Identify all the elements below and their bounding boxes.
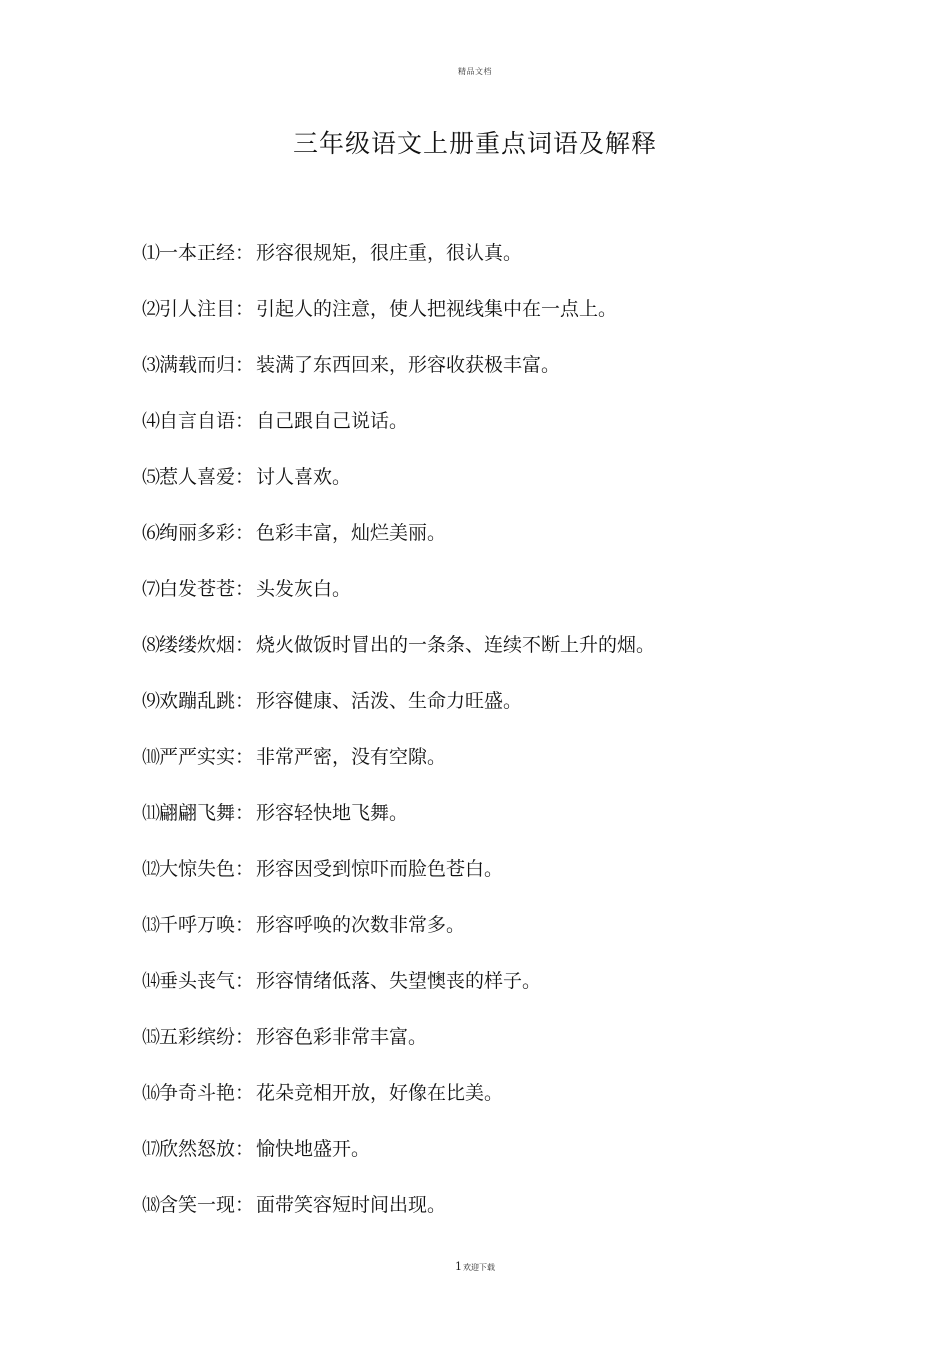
entry-separator: ： xyxy=(235,242,255,264)
entry-number: ⑿ xyxy=(142,859,159,880)
entry-number: ⑾ xyxy=(142,803,159,824)
entry-separator: ： xyxy=(235,410,255,432)
entry-separator: ： xyxy=(235,1194,255,1216)
entry-number: ⒄ xyxy=(142,1139,159,1160)
entry-definition: 愉快地盛开。 xyxy=(256,1138,371,1160)
entry-definition: 头发灰白。 xyxy=(256,578,352,600)
entry-number: ⑴ xyxy=(142,243,159,264)
entry-term: 五彩缤纷 xyxy=(159,1026,236,1048)
entry-number: ⑼ xyxy=(142,691,159,712)
entry-term: 大惊失色 xyxy=(159,858,236,880)
entry-separator: ： xyxy=(235,1082,255,1104)
vocabulary-entry xyxy=(142,406,862,462)
entry-number: ⑷ xyxy=(142,411,159,432)
entry-number: ⑶ xyxy=(142,355,159,376)
entry-separator: ： xyxy=(235,634,255,656)
page-number: 1 xyxy=(455,1260,462,1273)
entry-term: 一本正经 xyxy=(159,242,236,264)
entry-definition: 讨人喜欢。 xyxy=(256,466,352,488)
vocabulary-entry xyxy=(142,1190,862,1246)
entry-term: 自言自语 xyxy=(159,410,236,432)
page-footer xyxy=(0,1260,950,1273)
vocabulary-entry xyxy=(142,1134,862,1190)
vocabulary-entry xyxy=(142,238,862,294)
entry-definition: 装满了东西回来，形容收获极丰富。 xyxy=(256,354,561,376)
entry-separator: ： xyxy=(235,466,255,488)
entry-term: 争奇斗艳 xyxy=(159,1082,236,1104)
entry-term: 绚丽多彩 xyxy=(159,522,236,544)
entry-definition: 自己跟自己说话。 xyxy=(256,410,409,432)
vocabulary-entry xyxy=(142,462,862,518)
entry-term: 欢蹦乱跳 xyxy=(159,690,236,712)
entry-definition: 形容情绪低落、失望懊丧的样子。 xyxy=(256,970,542,992)
entry-number: ⑵ xyxy=(142,299,159,320)
vocabulary-entry xyxy=(142,1022,862,1078)
entry-number: ⒅ xyxy=(142,1195,159,1216)
entry-separator: ： xyxy=(235,858,255,880)
vocabulary-entry xyxy=(142,350,862,406)
entry-separator: ： xyxy=(235,1026,255,1048)
entry-separator: ： xyxy=(235,802,255,824)
entry-term: 千呼万唤 xyxy=(159,914,236,936)
vocabulary-entry xyxy=(142,1078,862,1134)
entry-term: 引人注目 xyxy=(159,298,236,320)
entry-definition: 色彩丰富，灿烂美丽。 xyxy=(256,522,447,544)
vocabulary-entry xyxy=(142,686,862,742)
entry-separator: ： xyxy=(235,1138,255,1160)
entry-definition: 烧火做饭时冒出的一条条、连续不断上升的烟。 xyxy=(256,634,656,656)
entry-number: ⑻ xyxy=(142,635,159,656)
entry-definition: 面带笑容短时间出现。 xyxy=(256,1194,447,1216)
entry-term: 白发苍苍 xyxy=(159,578,236,600)
entry-term: 翩翩飞舞 xyxy=(159,802,236,824)
vocabulary-entry xyxy=(142,294,862,350)
entry-term: 缕缕炊烟 xyxy=(159,634,236,656)
entry-term: 满载而归 xyxy=(159,354,236,376)
vocabulary-entry xyxy=(142,630,862,686)
entry-number: ⑹ xyxy=(142,523,159,544)
vocabulary-entry xyxy=(142,518,862,574)
entry-number: ⒃ xyxy=(142,1083,159,1104)
entry-definition: 形容很规矩，很庄重，很认真。 xyxy=(256,242,523,264)
entry-definition: 引起人的注意，使人把视线集中在一点上。 xyxy=(256,298,618,320)
entry-number: ⒁ xyxy=(142,971,159,992)
entry-separator: ： xyxy=(235,970,255,992)
entry-definition: 形容轻快地飞舞。 xyxy=(256,802,409,824)
entry-number: ⑽ xyxy=(142,747,159,768)
entry-definition: 非常严密，没有空隙。 xyxy=(256,746,447,768)
vocabulary-entry xyxy=(142,966,862,1022)
vocabulary-entry xyxy=(142,798,862,854)
entry-definition: 形容因受到惊吓而脸色苍白。 xyxy=(256,858,504,880)
entry-separator: ： xyxy=(235,690,255,712)
entry-definition: 形容色彩非常丰富。 xyxy=(256,1026,428,1048)
vocabulary-entry xyxy=(142,742,862,798)
entry-definition: 形容健康、活泼、生命力旺盛。 xyxy=(256,690,523,712)
entry-definition: 花朵竞相开放，好像在比美。 xyxy=(256,1082,504,1104)
entry-term: 垂头丧气 xyxy=(159,970,236,992)
vocabulary-entry xyxy=(142,574,862,630)
entry-separator: ： xyxy=(235,578,255,600)
footer-note: 欢迎下载 xyxy=(463,1263,495,1272)
entry-separator: ： xyxy=(235,354,255,376)
entry-term: 含笑一现 xyxy=(159,1194,236,1216)
entry-term: 欣然怒放 xyxy=(159,1138,236,1160)
entry-separator: ： xyxy=(235,522,255,544)
vocabulary-entry xyxy=(142,854,862,910)
entry-separator: ： xyxy=(235,746,255,768)
entry-term: 惹人喜爱 xyxy=(159,466,236,488)
entry-number: ⑺ xyxy=(142,579,159,600)
entry-number: ⑸ xyxy=(142,467,159,488)
entry-separator: ： xyxy=(235,298,255,320)
entry-term: 严严实实 xyxy=(159,746,236,768)
document-title: 三年级语文上册重点词语及解释 xyxy=(292,129,657,158)
entry-number: ⒀ xyxy=(142,915,159,936)
header-note: 精品文档 xyxy=(458,67,492,76)
entry-separator: ： xyxy=(235,914,255,936)
vocabulary-list xyxy=(142,238,862,1246)
vocabulary-entry xyxy=(142,910,862,966)
entry-number: ⒂ xyxy=(142,1027,159,1048)
entry-definition: 形容呼唤的次数非常多。 xyxy=(256,914,466,936)
